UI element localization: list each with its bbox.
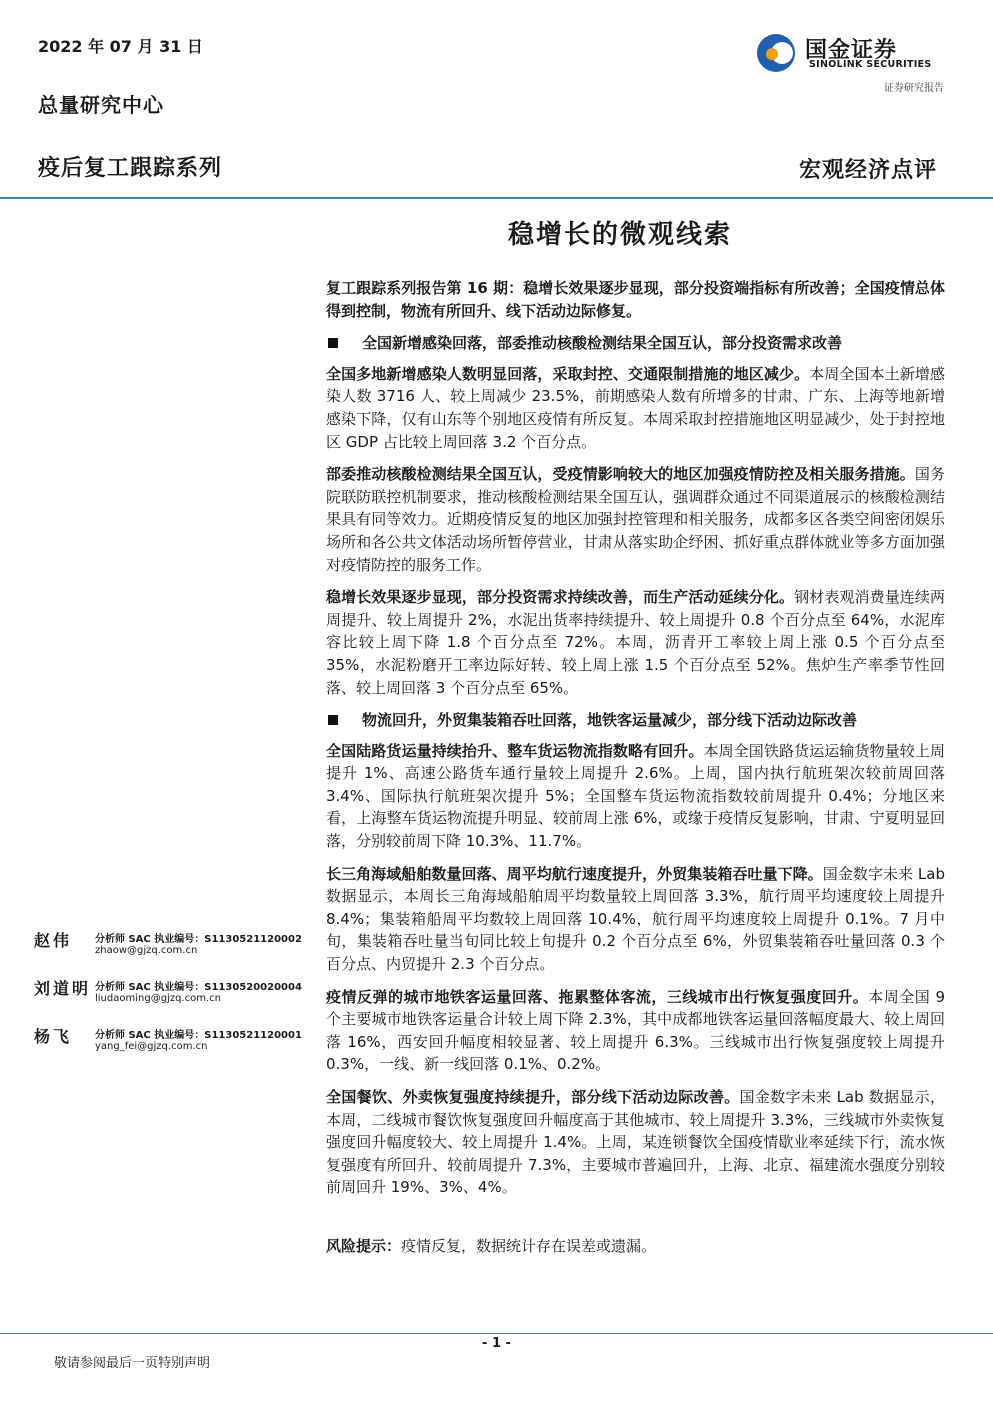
footer-divider <box>0 1333 993 1334</box>
paragraph-shipping: 长三角海域船舶数量回落、周平均航行速度提升，外贸集装箱吞吐量下降。国金数字未来 Lab 数据显示，本周长三角海域船舶周平均数量较上周回落 3.3%，航行周平均速度较上周提升 8.4%；集装箱船周平均数较上周回落 10.4%，航行周平均速度较上周提升 0.1%。7 月中旬，集装箱吞吐量当旬同比较上旬提升 0.2 个百分点至 6%，外贸集装箱吞吐量回落 0.3 个百分点、内贸提升 2.3 个百分点。 <box>326 864 945 974</box>
section-heading-2: 物流回升，外贸集装箱吞吐回落，地铁客运量减少，部分线下活动边际改善 <box>326 709 945 732</box>
logo-subtitle: 证券研究报告 <box>884 83 944 94</box>
research-center: 总量研究中心 <box>38 93 164 117</box>
footer-disclaimer: 敬请参阅最后一页特别声明 <box>54 1356 211 1371</box>
analyst-email[interactable]: liudaoming@gjzq.com.cn <box>95 993 221 1004</box>
bullet-square-icon <box>328 338 338 348</box>
analyst-name: 杨飞 <box>34 1027 73 1046</box>
analyst-name: 刘道明 <box>34 979 92 998</box>
logo-icon <box>757 34 795 72</box>
paragraph-subway: 疫情反弹的城市地铁客运量回落、拖累整体客流，三线城市出行恢复强度回升。本周全国 9 个主要城市地铁客运量合计较上周下降 2.3%，其中成都地铁客运量回落幅度最大、较上周回落 16%，西安回升幅度相较显著、较上周提升 6.3%。三线城市出行恢复强度较上周提升 0.3%，一线、新一线回落 0.1%、0.2%。 <box>326 987 945 1074</box>
report-body <box>326 277 945 1258</box>
report-date: 2022 年 07 月 31 日 <box>38 37 203 56</box>
analyst-cert: 分析师 SAC 执业编号：S1130521120001 <box>95 1030 302 1041</box>
page-number: - 1 - <box>482 1336 511 1351</box>
header-divider <box>0 197 993 199</box>
report-title: 稳增长的微观线索 <box>508 220 733 250</box>
paragraph-dining: 全国餐饮、外卖恢复强度持续提升，部分线下活动边际改善。国金数字未来 Lab 数据显示，本周，二线城市餐饮恢复强度回升幅度高于其他城市、较上周提升 3.3%，三线城市外卖恢复强度回升幅度较大、较上周提升 1.4%。上周，某连锁餐饮全国疫情歇业率延续下行，流水恢复强度有所回升、较前周提升 7.3%，主要城市普遍回升，上海、北京、福建流水强度分别较前周回升 19%、3%、4%。 <box>326 1088 945 1197</box>
logo-text-en: SINOLINK SECURITIES <box>809 59 932 70</box>
intro-summary: 复工跟踪系列报告第 16 期：稳增长效果逐步显现，部分投资端指标有所改善；全国疫情总体得到控制，物流有所回升、线下活动边际修复。 <box>326 279 945 320</box>
paragraph-testing: 部委推动核酸检测结果全国互认，受疫情影响较大的地区加强疫情防控及相关服务措施。国务院联防联控机制要求，推动核酸检测结果全国互认，强调群众通过不同渠道展示的核酸检测结果具有同等效力。近期疫情反复的地区加强封控管理和相关服务，成都多区各类空间密闭娱乐场所和各公共文体活动场所暂停营业，甘肃从落实助企纾困、抓好重点群体就业等多方面加强对疫情防控的服务工作。 <box>326 465 945 574</box>
analyst-name: 赵伟 <box>34 931 73 950</box>
section-heading-1: 全国新增感染回落，部委推动核酸检测结果全国互认，部分投资需求改善 <box>326 332 945 355</box>
paragraph-freight: 全国陆路货运量持续抬升、整车货运物流指数略有回升。本周全国铁路货运运输货物量较上周提升 1%、高速公路货车通行量较上周提升 2.6%。上周，国内执行航班架次较前周回落 3.4%、国际执行航班架次提升 5%；全国整车货运物流指数较前周提升 0.4%；分地区来看，上海整车货运物流提升明显、较前周上涨 6%，或缘于疫情反复影响，甘肃、宁夏明显回落，分别较前周下降 10.3%、11.7%。 <box>326 741 945 851</box>
report-series: 疫后复工跟踪系列 <box>38 156 223 181</box>
logo-text-cn: 国金证券 <box>805 38 898 63</box>
analyst-cert: 分析师 SAC 执业编号：S1130521120002 <box>95 934 302 945</box>
risk-warning: 风险提示：疫情反复，数据统计存在误差或遗漏。 <box>326 1236 657 1255</box>
bullet-square-icon <box>328 715 338 725</box>
paragraph-investment: 稳增长效果逐步显现，部分投资需求持续改善，而生产活动延续分化。钢材表观消费量连续两周提升、较上周提升 2%，水泥出货率持续提升、较上周提升 0.8 个百分点至 64%，水泥库容比较上周下降 1.8 个百分点至 72%。本周，沥青开工率较上周上涨 0.5 个百分点至 35%，水泥粉磨开工率边际好转、较上周上涨 1.5 个百分点至 52%。焦炉生产率季节性回落、较上周回落 3 个百分点至 65%。 <box>326 588 945 697</box>
company-logo <box>757 32 945 74</box>
analyst-email[interactable]: yang_fei@gjzq.com.cn <box>95 1041 208 1052</box>
report-type: 宏观经济点评 <box>798 158 937 183</box>
analyst-email[interactable]: zhaow@gjzq.com.cn <box>95 945 198 956</box>
paragraph-infections: 全国多地新增感染人数明显回落，采取封控、交通限制措施的地区减少。本周全国本土新增感染人数 3716 人、较上周减少 23.5%，前期感染人数有所增多的甘肃、广东、上海等地新增感染下降，仅有山东等个别地区疫情有所反复。本周采取封控措施地区明显减少，处于封控地区 GDP 占比较上周回落 3.2 个百分点。 <box>326 364 945 451</box>
analyst-cert: 分析师 SAC 执业编号：S1130520020004 <box>95 982 302 993</box>
